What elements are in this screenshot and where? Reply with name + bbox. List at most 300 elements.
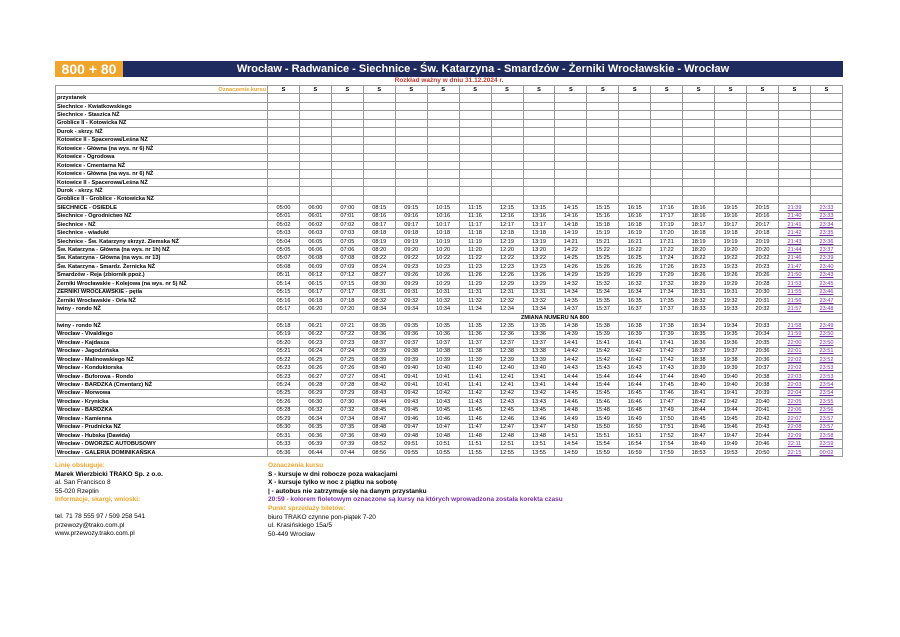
departure-time: 16:45 [619, 389, 651, 397]
departure-time: 13:46 [523, 415, 555, 423]
departure-time [459, 178, 491, 186]
departure-time: 09:42 [395, 389, 427, 397]
departure-time: 18:29 [683, 280, 715, 288]
departure-time [331, 161, 363, 169]
departure-time: 19:20 [715, 246, 747, 254]
departure-time [459, 136, 491, 144]
departure-time [299, 111, 331, 119]
departure-time: 06:29 [299, 389, 331, 397]
course-code: S [715, 86, 747, 94]
departure-time: 12:16 [491, 212, 523, 220]
departure-time: 15:44 [587, 381, 619, 389]
departure-time [683, 145, 715, 153]
departure-time: 09:32 [395, 296, 427, 304]
departure-time [683, 187, 715, 195]
operator-heading: Linię obsługuje: [55, 462, 105, 469]
departure-time: 08:41 [363, 372, 395, 380]
departure-time: 06:20 [299, 305, 331, 313]
departure-time [715, 119, 747, 127]
stop-name: Wrocław - DWORZEC AUTOBUSOWY [56, 440, 268, 448]
departure-time: 18:37 [683, 347, 715, 355]
stop-name: Wrocław - Malinowskiego NŻ [56, 356, 268, 364]
departure-time [779, 170, 811, 178]
departure-time: 13:22 [523, 254, 555, 262]
departure-time: 07:00 [331, 204, 363, 212]
departure-time [715, 187, 747, 195]
departure-time: 14:41 [555, 339, 587, 347]
departure-time: 23:55 [810, 398, 842, 406]
departure-time: 08:43 [363, 389, 395, 397]
departure-time: 20:36 [747, 347, 779, 355]
departure-time: 06:27 [299, 372, 331, 380]
departure-time: 13:19 [523, 237, 555, 245]
operator-address2: 55-020 Rzeplin [55, 487, 99, 495]
departure-time [299, 136, 331, 144]
stop-name: Kotowice - Ogrodowa [56, 153, 268, 161]
departure-time: 18:34 [683, 322, 715, 330]
departure-time: 16:44 [619, 372, 651, 380]
departure-time [587, 195, 619, 203]
departure-time: 18:47 [683, 431, 715, 439]
departure-time: 09:29 [395, 280, 427, 288]
departure-time: 16:39 [619, 330, 651, 338]
departure-time: 08:32 [363, 296, 395, 304]
departure-time: 12:26 [491, 271, 523, 279]
departure-time: 15:59 [587, 448, 619, 456]
departure-time [587, 187, 619, 195]
departure-time: 21:58 [779, 322, 811, 330]
departure-time: 19:31 [715, 288, 747, 296]
departure-time [459, 94, 491, 102]
departure-time: 11:29 [459, 280, 491, 288]
departure-time: 07:18 [331, 296, 363, 304]
departure-time [459, 153, 491, 161]
departure-time: 09:51 [395, 440, 427, 448]
departure-time [651, 128, 683, 136]
course-code: S [268, 86, 300, 94]
departure-time: 07:26 [331, 364, 363, 372]
departure-time [779, 94, 811, 102]
departure-time: 15:42 [587, 356, 619, 364]
departure-time [427, 145, 459, 153]
stop-name: Durok - skrzy. NŻ [56, 128, 268, 136]
departure-time [363, 102, 395, 110]
departure-time [555, 153, 587, 161]
departure-time: 07:05 [331, 237, 363, 245]
departure-time: 14:26 [555, 263, 587, 271]
departure-time [363, 94, 395, 102]
departure-time: 14:43 [555, 364, 587, 372]
departure-time: 23:54 [810, 389, 842, 397]
departure-time: 20:43 [747, 423, 779, 431]
departure-time: 12:47 [491, 423, 523, 431]
departure-time [491, 170, 523, 178]
departure-time: 23:36 [810, 237, 842, 245]
departure-time [779, 161, 811, 169]
departure-time: 17:42 [651, 356, 683, 364]
departure-time: 07:23 [331, 339, 363, 347]
departure-time [651, 94, 683, 102]
departure-time [651, 153, 683, 161]
departure-time: 23:37 [810, 246, 842, 254]
departure-time [810, 128, 842, 136]
departure-time: 11:18 [459, 229, 491, 237]
departure-time: 05:21 [268, 347, 300, 355]
departure-time: 15:15 [587, 204, 619, 212]
departure-time: 06:25 [299, 356, 331, 364]
table-row [56, 263, 843, 271]
departure-time: 16:37 [619, 305, 651, 313]
departure-time: 22:03 [779, 381, 811, 389]
departure-time: 20:33 [747, 322, 779, 330]
table-row [56, 423, 843, 431]
departure-time: 16:34 [619, 288, 651, 296]
departure-time: 15:19 [587, 229, 619, 237]
departure-time: 06:00 [299, 204, 331, 212]
departure-time: 10:42 [427, 389, 459, 397]
table-row [56, 161, 843, 169]
stop-name: Kotowice - Główna (na wys. nr 6) NŻ [56, 145, 268, 153]
departure-time: 13:29 [523, 280, 555, 288]
departure-time: 08:15 [363, 204, 395, 212]
departure-time [555, 170, 587, 178]
departure-time [683, 161, 715, 169]
departure-time: 15:26 [587, 263, 619, 271]
table-row [56, 381, 843, 389]
departure-time [810, 136, 842, 144]
departure-time [715, 128, 747, 136]
departure-time: 11:51 [459, 440, 491, 448]
departure-time: 22:05 [779, 398, 811, 406]
course-code: S [523, 86, 555, 94]
departure-time: 15:51 [587, 431, 619, 439]
departure-time: 18:35 [683, 330, 715, 338]
departure-time [427, 195, 459, 203]
departure-time: 12:36 [491, 330, 523, 338]
departure-time [363, 161, 395, 169]
departure-time [651, 170, 683, 178]
departure-time [331, 128, 363, 136]
departure-time: 19:32 [715, 296, 747, 304]
departure-time [459, 145, 491, 153]
stop-name: Wrocław - Hubska (Dawida) [56, 431, 268, 439]
departure-time: 08:49 [363, 431, 395, 439]
departure-time: 14:15 [555, 204, 587, 212]
table-row [56, 145, 843, 153]
departure-time: 13:15 [523, 204, 555, 212]
departure-time: 23:47 [810, 296, 842, 304]
departure-time: 05:01 [268, 212, 300, 220]
departure-time: 07:25 [331, 356, 363, 364]
departure-time: 20:50 [747, 448, 779, 456]
departure-time: 08:35 [363, 322, 395, 330]
departure-time: 11:36 [459, 330, 491, 338]
departure-time: 07:12 [331, 271, 363, 279]
departure-time: 15:48 [587, 406, 619, 414]
departure-time [268, 111, 300, 119]
departure-time [268, 119, 300, 127]
table-row [56, 204, 843, 212]
departure-time: 08:17 [363, 221, 395, 229]
departure-time: 19:45 [715, 415, 747, 423]
departure-time: 19:53 [715, 448, 747, 456]
departure-time [779, 136, 811, 144]
footer-operator [55, 462, 255, 539]
departure-time [427, 128, 459, 136]
departure-time: 21:50 [779, 271, 811, 279]
departure-time: 13:45 [523, 406, 555, 414]
departure-time: 20:44 [747, 431, 779, 439]
departure-time: 18:53 [683, 448, 715, 456]
departure-time: 09:22 [395, 254, 427, 262]
departure-time: 23:53 [810, 372, 842, 380]
departure-time: 13:39 [523, 356, 555, 364]
departure-time [683, 170, 715, 178]
departure-time: 06:35 [299, 423, 331, 431]
departure-time: 17:38 [651, 322, 683, 330]
departure-time: 08:30 [363, 280, 395, 288]
course-code: S [747, 86, 779, 94]
table-row [56, 212, 843, 220]
departure-time: 10:22 [427, 254, 459, 262]
departure-time [747, 161, 779, 169]
departure-time [363, 178, 395, 186]
departure-time [587, 136, 619, 144]
departure-time: 12:23 [491, 263, 523, 271]
stop-name: Wrocław - Kamienna [56, 415, 268, 423]
course-label: Oznaczenie kursu [56, 86, 268, 94]
stop-name: Siechnice - NŻ [56, 221, 268, 229]
departure-time: 12:32 [491, 296, 523, 304]
departure-time: 22:02 [779, 364, 811, 372]
departure-time [268, 94, 300, 102]
website[interactable]: www.przewozy.trako.com.pl [55, 530, 135, 538]
table-row [56, 372, 843, 380]
departure-time [363, 153, 395, 161]
departure-time: 10:18 [427, 229, 459, 237]
departure-time: 15:43 [587, 364, 619, 372]
departure-time: 23:35 [810, 229, 842, 237]
departure-time: 17:59 [651, 448, 683, 456]
departure-time: 16:18 [619, 221, 651, 229]
departure-time [651, 195, 683, 203]
departure-time: 15:34 [587, 288, 619, 296]
departure-time [619, 128, 651, 136]
departure-time [683, 128, 715, 136]
table-row [56, 440, 843, 448]
departure-time [587, 161, 619, 169]
departure-time: 15:45 [587, 389, 619, 397]
departure-time: 05:23 [268, 364, 300, 372]
departure-time: 06:06 [299, 246, 331, 254]
departure-time: 13:26 [523, 271, 555, 279]
departure-time: 08:42 [363, 381, 395, 389]
departure-time: 07:32 [331, 406, 363, 414]
departure-time: 23:52 [810, 356, 842, 364]
departure-time: 16:43 [619, 364, 651, 372]
departure-time: 15:32 [587, 280, 619, 288]
departure-time: 05:19 [268, 330, 300, 338]
departure-time: 08:44 [363, 398, 395, 406]
departure-time [587, 153, 619, 161]
departure-time [523, 195, 555, 203]
departure-time: 11:20 [459, 246, 491, 254]
departure-time: 05:29 [268, 415, 300, 423]
departure-time [427, 136, 459, 144]
departure-time [363, 145, 395, 153]
stop-name: Wrocław - BARDZKA [56, 406, 268, 414]
departure-time: 12:48 [491, 431, 523, 439]
departure-time: 11:32 [459, 296, 491, 304]
stop-name: Durok - skrzy. NŻ [56, 187, 268, 195]
departure-time: 14:19 [555, 229, 587, 237]
departure-time [715, 102, 747, 110]
departure-time [331, 102, 363, 110]
departure-time [395, 187, 427, 195]
departure-time: 13:23 [523, 263, 555, 271]
email[interactable]: przewozy@trako.com.pl [55, 521, 125, 529]
departure-time: 09:55 [395, 448, 427, 456]
departure-time: 18:16 [683, 204, 715, 212]
departure-time [523, 119, 555, 127]
departure-time [555, 102, 587, 110]
departure-time: 16:22 [619, 246, 651, 254]
departure-time: 14:18 [555, 221, 587, 229]
phone: tel. 71 78 555 97 / 509 258 541 [55, 512, 145, 520]
departure-time: 07:21 [331, 322, 363, 330]
departure-time [587, 111, 619, 119]
departure-time: 11:40 [459, 364, 491, 372]
departure-time: 09:40 [395, 364, 427, 372]
departure-time [268, 102, 300, 110]
route-number: 800 + 80 [55, 61, 123, 77]
departure-time [427, 102, 459, 110]
departure-time: 23:39 [810, 254, 842, 262]
departure-time [363, 111, 395, 119]
departure-time: 16:44 [619, 381, 651, 389]
departure-time [268, 136, 300, 144]
departure-time: 08:45 [363, 406, 395, 414]
departure-time [523, 111, 555, 119]
departure-time: 15:21 [587, 237, 619, 245]
departure-time: 07:28 [331, 381, 363, 389]
departure-time: 18:46 [683, 423, 715, 431]
departure-time [491, 111, 523, 119]
departure-time: 11:55 [459, 448, 491, 456]
departure-time [459, 119, 491, 127]
stop-name: Wrocław - Morwowa [56, 389, 268, 397]
departure-time: 12:41 [491, 381, 523, 389]
course-code: S [363, 86, 395, 94]
number-change-note: ZMIANA NUMERU NA 800 [268, 313, 843, 321]
departure-time [523, 161, 555, 169]
departure-time [491, 136, 523, 144]
departure-time: 18:31 [683, 288, 715, 296]
departure-time: 22:03 [779, 372, 811, 380]
departure-time: 13:38 [523, 347, 555, 355]
departure-time: 06:17 [299, 288, 331, 296]
departure-time: 16:48 [619, 406, 651, 414]
table-row [56, 347, 843, 355]
departure-time: 17:54 [651, 440, 683, 448]
departure-time: 08:18 [363, 229, 395, 237]
departure-time [299, 161, 331, 169]
departure-time: 21:46 [779, 254, 811, 262]
departure-time: 12:43 [491, 398, 523, 406]
departure-time [555, 111, 587, 119]
departure-time: 12:55 [491, 448, 523, 456]
departure-time [395, 161, 427, 169]
departure-time [715, 178, 747, 186]
course-code: S [331, 86, 363, 94]
departure-time [459, 170, 491, 178]
departure-time: 17:47 [651, 398, 683, 406]
departure-time: 18:40 [683, 372, 715, 380]
departure-time: 17:43 [651, 364, 683, 372]
departure-time: 07:09 [331, 263, 363, 271]
departure-time: 19:17 [715, 221, 747, 229]
departure-time: 14:34 [555, 288, 587, 296]
table-row [56, 170, 843, 178]
departure-time [619, 102, 651, 110]
departure-time [810, 153, 842, 161]
departure-time [619, 187, 651, 195]
departure-time: 14:39 [555, 330, 587, 338]
departure-time: 19:18 [715, 229, 747, 237]
departure-time: 09:41 [395, 372, 427, 380]
departure-time: 05:30 [268, 423, 300, 431]
departure-time: 12:42 [491, 389, 523, 397]
departure-time: 13:37 [523, 339, 555, 347]
table-row [56, 280, 843, 288]
table-row [56, 221, 843, 229]
departure-time [523, 128, 555, 136]
departure-time: 09:18 [395, 229, 427, 237]
departure-time [459, 161, 491, 169]
departure-time: 19:34 [715, 322, 747, 330]
departure-time: 17:26 [651, 263, 683, 271]
departure-time: 21:44 [779, 246, 811, 254]
departure-time [331, 94, 363, 102]
departure-time: 13:36 [523, 330, 555, 338]
departure-time: 15:16 [587, 212, 619, 220]
departure-time [779, 187, 811, 195]
departure-time: 12:51 [491, 440, 523, 448]
departure-time [459, 195, 491, 203]
departure-time [587, 119, 619, 127]
departure-time: 15:22 [587, 246, 619, 254]
departure-time [810, 178, 842, 186]
departure-time [619, 136, 651, 144]
departure-time: 19:40 [715, 372, 747, 380]
departure-time: 12:22 [491, 254, 523, 262]
departure-time [331, 195, 363, 203]
departure-time [619, 94, 651, 102]
departure-time [268, 187, 300, 195]
departure-time [331, 170, 363, 178]
departure-time: 10:19 [427, 237, 459, 245]
departure-time: 22:09 [779, 431, 811, 439]
departure-time: 08:27 [363, 271, 395, 279]
departure-time: 19:37 [715, 347, 747, 355]
departure-time: 10:45 [427, 406, 459, 414]
departure-time: 19:22 [715, 254, 747, 262]
departure-time: 17:45 [651, 381, 683, 389]
departure-time: 06:03 [299, 229, 331, 237]
departure-time: 20:18 [747, 229, 779, 237]
operator-name: Marek Wierzbicki TRAKO Sp. z o.o. [55, 470, 163, 478]
departure-time: 16:15 [619, 204, 651, 212]
